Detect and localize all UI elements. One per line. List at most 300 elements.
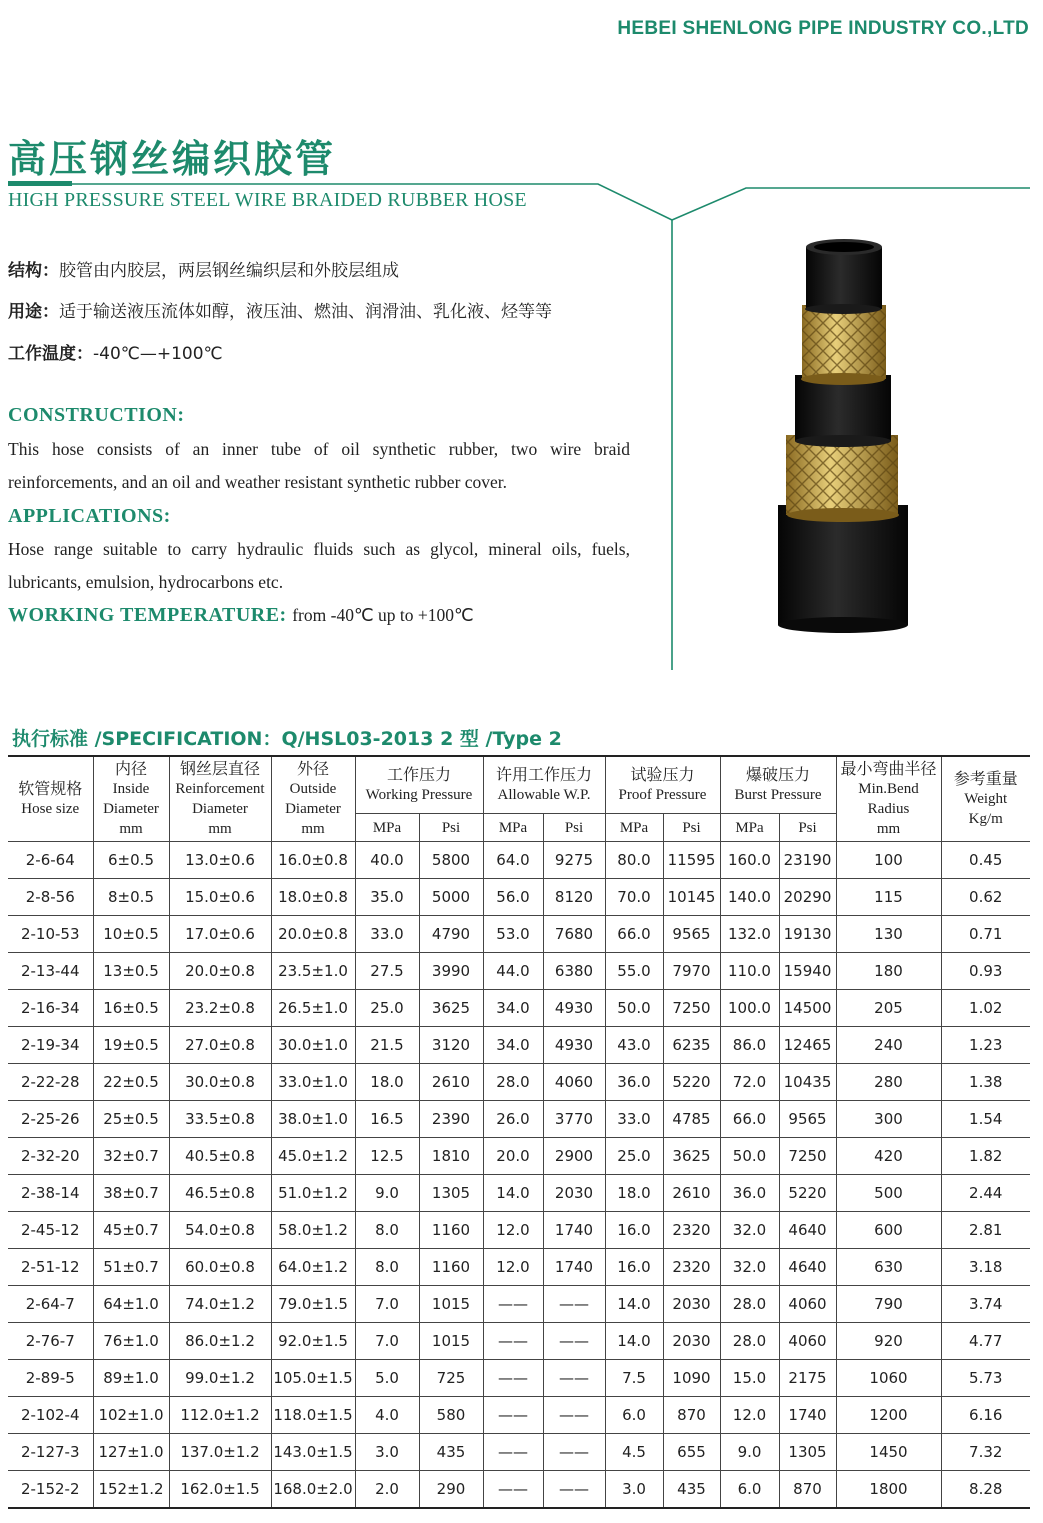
table-cell: 19130 xyxy=(779,916,836,953)
applications-heading: APPLICATIONS: xyxy=(8,505,171,527)
table-cell: 300 xyxy=(836,1101,941,1138)
table-cell: 112.0±1.2 xyxy=(169,1397,271,1434)
table-cell: 137.0±1.2 xyxy=(169,1434,271,1471)
table-cell: 1.23 xyxy=(941,1027,1030,1064)
table-cell: 10145 xyxy=(663,879,720,916)
table-cell: 2610 xyxy=(663,1175,720,1212)
usage-line xyxy=(8,297,552,322)
table-cell: 7680 xyxy=(543,916,605,953)
table-cell: 26.0 xyxy=(483,1101,543,1138)
table-cell: 110.0 xyxy=(720,953,779,990)
table-cell: 1015 xyxy=(419,1286,483,1323)
table-cell: 4640 xyxy=(779,1249,836,1286)
table-cell: 2030 xyxy=(543,1175,605,1212)
table-cell: 3.18 xyxy=(941,1249,1030,1286)
table-cell: 143.0±1.5 xyxy=(271,1434,355,1471)
table-cell: 2.44 xyxy=(941,1175,1030,1212)
table-cell: 5.73 xyxy=(941,1360,1030,1397)
applications-text: Hose range suitable to carry hydraulic fluids such as glycol, mineral oils, fuels, lubricants, emulsion, hydrocarbons etc. xyxy=(8,539,630,592)
table-cell: 7970 xyxy=(663,953,720,990)
table-cell: 9565 xyxy=(779,1101,836,1138)
table-row xyxy=(8,1323,1030,1360)
table-cell: 33.0 xyxy=(605,1101,663,1138)
table-cell: 34.0 xyxy=(483,1027,543,1064)
table-row xyxy=(8,990,1030,1027)
unit-psi: Psi xyxy=(543,814,605,842)
table-cell: 2320 xyxy=(663,1212,720,1249)
table-cell: 600 xyxy=(836,1212,941,1249)
table-cell: 76±1.0 xyxy=(93,1323,169,1360)
table-cell: 3.0 xyxy=(355,1434,419,1471)
table-cell: 1160 xyxy=(419,1249,483,1286)
table-cell: 5.0 xyxy=(355,1360,419,1397)
table-cell: 290 xyxy=(419,1471,483,1509)
usage-label: 用途： xyxy=(8,302,59,322)
table-cell: 8.0 xyxy=(355,1212,419,1249)
table-cell: 1160 xyxy=(419,1212,483,1249)
table-cell: 4.5 xyxy=(605,1434,663,1471)
table-cell: 44.0 xyxy=(483,953,543,990)
table-cell: 20.0 xyxy=(483,1138,543,1175)
table-cell: 630 xyxy=(836,1249,941,1286)
table-cell: 89±1.0 xyxy=(93,1360,169,1397)
table-cell: 160.0 xyxy=(720,842,779,879)
temperature-text-cn: -40℃—+100℃ xyxy=(93,344,223,364)
table-cell: 6.0 xyxy=(720,1471,779,1509)
table-cell: 12465 xyxy=(779,1027,836,1064)
table-cell: 0.45 xyxy=(941,842,1030,879)
table-cell: 7.32 xyxy=(941,1434,1030,1471)
table-row xyxy=(8,1471,1030,1509)
table-cell: 2-152-2 xyxy=(8,1471,93,1509)
table-cell: 15940 xyxy=(779,953,836,990)
table-cell: 3770 xyxy=(543,1101,605,1138)
table-cell: 1810 xyxy=(419,1138,483,1175)
table-row xyxy=(8,842,1030,879)
table-cell: 1740 xyxy=(779,1397,836,1434)
table-row xyxy=(8,1138,1030,1175)
table-cell: 240 xyxy=(836,1027,941,1064)
temperature-line-cn xyxy=(8,339,223,364)
table-cell: 7.0 xyxy=(355,1286,419,1323)
table-cell: 36.0 xyxy=(720,1175,779,1212)
table-cell: 64.0±1.2 xyxy=(271,1249,355,1286)
table-cell: —— xyxy=(543,1434,605,1471)
table-cell: 180 xyxy=(836,953,941,990)
table-cell: 2-25-26 xyxy=(8,1101,93,1138)
table-cell: 74.0±1.2 xyxy=(169,1286,271,1323)
spec-table-body xyxy=(8,842,1030,1509)
table-cell: 10435 xyxy=(779,1064,836,1101)
col-working-pressure: 工作压力 Working Pressure xyxy=(355,756,483,814)
table-cell: 118.0±1.5 xyxy=(271,1397,355,1434)
table-cell: 30.0±0.8 xyxy=(169,1064,271,1101)
table-cell: 420 xyxy=(836,1138,941,1175)
table-cell: 7.0 xyxy=(355,1323,419,1360)
company-name: HEBEI SHENLONG PIPE INDUSTRY CO.,LTD xyxy=(617,18,1029,39)
table-cell: 8.0 xyxy=(355,1249,419,1286)
table-cell: 4785 xyxy=(663,1101,720,1138)
unit-mpa: MPa xyxy=(605,814,663,842)
table-cell: 11595 xyxy=(663,842,720,879)
table-cell: 51.0±1.2 xyxy=(271,1175,355,1212)
table-cell: 1800 xyxy=(836,1471,941,1509)
table-cell: 1200 xyxy=(836,1397,941,1434)
table-cell: 4790 xyxy=(419,916,483,953)
table-cell: 1305 xyxy=(779,1434,836,1471)
table-cell: 40.0 xyxy=(355,842,419,879)
table-cell: 2-45-12 xyxy=(8,1212,93,1249)
table-row xyxy=(8,1286,1030,1323)
table-cell: 2175 xyxy=(779,1360,836,1397)
table-cell: 105.0±1.5 xyxy=(271,1360,355,1397)
structure-line xyxy=(8,256,399,281)
table-cell: 2.0 xyxy=(355,1471,419,1509)
table-cell: 1015 xyxy=(419,1323,483,1360)
table-cell: 1450 xyxy=(836,1434,941,1471)
table-cell: 3.0 xyxy=(605,1471,663,1509)
table-cell: 127±1.0 xyxy=(93,1434,169,1471)
table-row xyxy=(8,1027,1030,1064)
table-cell: 152±1.2 xyxy=(93,1471,169,1509)
table-cell: 40.5±0.8 xyxy=(169,1138,271,1175)
table-cell: 280 xyxy=(836,1064,941,1101)
table-cell: 3990 xyxy=(419,953,483,990)
col-hose-size: 软管规格 Hose size xyxy=(8,756,93,842)
table-cell: 25.0 xyxy=(605,1138,663,1175)
table-cell: 13±0.5 xyxy=(93,953,169,990)
table-cell: 3625 xyxy=(663,1138,720,1175)
table-row xyxy=(8,1360,1030,1397)
table-cell: 70.0 xyxy=(605,879,663,916)
table-cell: 17.0±0.6 xyxy=(169,916,271,953)
table-cell: 115 xyxy=(836,879,941,916)
table-cell: 33.0 xyxy=(355,916,419,953)
table-cell: 20.0±0.8 xyxy=(169,953,271,990)
table-cell: 50.0 xyxy=(720,1138,779,1175)
col-min-bend-radius: 最小弯曲半径 Min.Bend Radius mm xyxy=(836,756,941,842)
table-cell: 2-89-5 xyxy=(8,1360,93,1397)
spec-table xyxy=(8,755,1030,1509)
hose-illustration xyxy=(760,225,940,645)
table-cell: 55.0 xyxy=(605,953,663,990)
table-cell: 5000 xyxy=(419,879,483,916)
table-cell: 100.0 xyxy=(720,990,779,1027)
table-cell: 58.0±1.2 xyxy=(271,1212,355,1249)
table-cell: 140.0 xyxy=(720,879,779,916)
table-cell: 64±1.0 xyxy=(93,1286,169,1323)
unit-mpa: MPa xyxy=(355,814,419,842)
unit-mpa: MPa xyxy=(483,814,543,842)
table-cell: 20.0±0.8 xyxy=(271,916,355,953)
table-cell: 3.74 xyxy=(941,1286,1030,1323)
table-cell: 2-6-64 xyxy=(8,842,93,879)
table-cell: 4.0 xyxy=(355,1397,419,1434)
table-cell: 2030 xyxy=(663,1323,720,1360)
table-cell: 1.02 xyxy=(941,990,1030,1027)
table-cell: 22±0.5 xyxy=(93,1064,169,1101)
table-row xyxy=(8,1175,1030,1212)
table-row xyxy=(8,1397,1030,1434)
col-reinforcement-diameter: 钢丝层直径 Reinforcement Diameter mm xyxy=(169,756,271,842)
table-cell: 5220 xyxy=(663,1064,720,1101)
table-cell: 12.0 xyxy=(720,1397,779,1434)
table-cell: 4640 xyxy=(779,1212,836,1249)
table-cell: 7250 xyxy=(663,990,720,1027)
table-cell: 9275 xyxy=(543,842,605,879)
temperature-line-en xyxy=(8,604,474,627)
table-cell: 60.0±0.8 xyxy=(169,1249,271,1286)
table-cell: 32.0 xyxy=(720,1249,779,1286)
table-cell: 8.28 xyxy=(941,1471,1030,1509)
table-cell: 23190 xyxy=(779,842,836,879)
table-cell: 92.0±1.5 xyxy=(271,1323,355,1360)
structure-text: 胶管由内胶层，两层钢丝编织层和外胶层组成 xyxy=(59,261,399,281)
table-cell: 54.0±0.8 xyxy=(169,1212,271,1249)
table-cell: —— xyxy=(483,1397,543,1434)
table-cell: 20290 xyxy=(779,879,836,916)
table-cell: 66.0 xyxy=(720,1101,779,1138)
table-cell: 5800 xyxy=(419,842,483,879)
table-cell: 28.0 xyxy=(483,1064,543,1101)
structure-label: 结构： xyxy=(8,261,59,281)
table-cell: 12.0 xyxy=(483,1212,543,1249)
temperature-text-en: from -40℃ up to +100℃ xyxy=(292,605,474,625)
table-cell: 16.0 xyxy=(605,1249,663,1286)
table-cell: 14.0 xyxy=(605,1286,663,1323)
table-cell: 1740 xyxy=(543,1212,605,1249)
table-row xyxy=(8,1434,1030,1471)
table-cell: 2-127-3 xyxy=(8,1434,93,1471)
col-allowable-wp: 许用工作压力 Allowable W.P. xyxy=(483,756,605,814)
table-cell: 2390 xyxy=(419,1101,483,1138)
table-cell: 1060 xyxy=(836,1360,941,1397)
table-cell: 28.0 xyxy=(720,1323,779,1360)
table-cell: 12.0 xyxy=(483,1249,543,1286)
unit-mpa: MPa xyxy=(720,814,779,842)
table-cell: 2-51-12 xyxy=(8,1249,93,1286)
table-cell: 28.0 xyxy=(720,1286,779,1323)
table-cell: —— xyxy=(483,1471,543,1509)
table-cell: 16±0.5 xyxy=(93,990,169,1027)
table-cell: 15.0±0.6 xyxy=(169,879,271,916)
table-cell: 5220 xyxy=(779,1175,836,1212)
table-cell: 23.5±1.0 xyxy=(271,953,355,990)
table-cell: 80.0 xyxy=(605,842,663,879)
table-cell: 205 xyxy=(836,990,941,1027)
table-cell: 6.16 xyxy=(941,1397,1030,1434)
table-cell: 500 xyxy=(836,1175,941,1212)
table-cell: 45±0.7 xyxy=(93,1212,169,1249)
table-cell: 9.0 xyxy=(720,1434,779,1471)
table-cell: 36.0 xyxy=(605,1064,663,1101)
table-cell: 8120 xyxy=(543,879,605,916)
table-cell: 132.0 xyxy=(720,916,779,953)
table-cell: 10±0.5 xyxy=(93,916,169,953)
table-row xyxy=(8,1212,1030,1249)
table-cell: 4060 xyxy=(543,1064,605,1101)
table-row xyxy=(8,916,1030,953)
table-cell: 655 xyxy=(663,1434,720,1471)
table-cell: —— xyxy=(543,1323,605,1360)
table-cell: 35.0 xyxy=(355,879,419,916)
spec-title: 执行标准 /SPECIFICATION：Q/HSL03-2013 2 型 /Type 2 xyxy=(12,728,562,750)
table-cell: 8±0.5 xyxy=(93,879,169,916)
table-cell: 2-32-20 xyxy=(8,1138,93,1175)
table-cell: 21.5 xyxy=(355,1027,419,1064)
table-row xyxy=(8,1101,1030,1138)
table-cell: 870 xyxy=(779,1471,836,1509)
table-cell: 9.0 xyxy=(355,1175,419,1212)
table-cell: 7.5 xyxy=(605,1360,663,1397)
table-cell: 6380 xyxy=(543,953,605,990)
table-cell: —— xyxy=(483,1286,543,1323)
table-cell: —— xyxy=(543,1471,605,1509)
unit-psi: Psi xyxy=(419,814,483,842)
table-cell: 23.2±0.8 xyxy=(169,990,271,1027)
usage-text: 适于输送液压流体如醇，液压油、燃油、润滑油、乳化液、烃等等 xyxy=(59,302,552,322)
table-cell: 2320 xyxy=(663,1249,720,1286)
table-cell: 18.0±0.8 xyxy=(271,879,355,916)
table-cell: 725 xyxy=(419,1360,483,1397)
col-burst-pressure: 爆破压力 Burst Pressure xyxy=(720,756,836,814)
table-cell: 64.0 xyxy=(483,842,543,879)
table-cell: 86.0±1.2 xyxy=(169,1323,271,1360)
table-cell: 13.0±0.6 xyxy=(169,842,271,879)
table-cell: 100 xyxy=(836,842,941,879)
temperature-heading: WORKING TEMPERATURE: xyxy=(8,604,287,626)
table-cell: 1090 xyxy=(663,1360,720,1397)
table-cell: 14.0 xyxy=(483,1175,543,1212)
table-cell: 2030 xyxy=(663,1286,720,1323)
table-cell: 4.77 xyxy=(941,1323,1030,1360)
table-cell: 2610 xyxy=(419,1064,483,1101)
table-cell: 32±0.7 xyxy=(93,1138,169,1175)
table-cell: 2-38-14 xyxy=(8,1175,93,1212)
table-cell: 26.5±1.0 xyxy=(271,990,355,1027)
table-cell: 2-76-7 xyxy=(8,1323,93,1360)
table-cell: 2-8-56 xyxy=(8,879,93,916)
table-row xyxy=(8,1249,1030,1286)
table-cell: 162.0±1.5 xyxy=(169,1471,271,1509)
table-cell: 6235 xyxy=(663,1027,720,1064)
table-cell: 0.93 xyxy=(941,953,1030,990)
table-cell: 2-22-28 xyxy=(8,1064,93,1101)
table-cell: 2.81 xyxy=(941,1212,1030,1249)
table-cell: 6±0.5 xyxy=(93,842,169,879)
table-cell: 4930 xyxy=(543,1027,605,1064)
table-cell: 27.0±0.8 xyxy=(169,1027,271,1064)
table-cell: 14.0 xyxy=(605,1323,663,1360)
table-cell: 15.0 xyxy=(720,1360,779,1397)
page-title-cn: 高压钢丝编织胶管 xyxy=(8,137,337,181)
table-cell: 1305 xyxy=(419,1175,483,1212)
table-cell: 102±1.0 xyxy=(93,1397,169,1434)
table-cell: 79.0±1.5 xyxy=(271,1286,355,1323)
table-cell: 86.0 xyxy=(720,1027,779,1064)
table-cell: 33.0±1.0 xyxy=(271,1064,355,1101)
table-cell: 72.0 xyxy=(720,1064,779,1101)
table-cell: 2-13-44 xyxy=(8,953,93,990)
table-cell: 1740 xyxy=(543,1249,605,1286)
table-cell: 3625 xyxy=(419,990,483,1027)
table-cell: —— xyxy=(543,1397,605,1434)
table-cell: 2-64-7 xyxy=(8,1286,93,1323)
construction-text: This hose consists of an inner tube of oil synthetic rubber, two wire braid reinforcements, and an oil and weather resistant synthetic rubber cover. xyxy=(8,439,630,492)
table-cell: 130 xyxy=(836,916,941,953)
construction-heading: CONSTRUCTION: xyxy=(8,404,185,426)
table-cell: 435 xyxy=(663,1471,720,1509)
table-cell: 4060 xyxy=(779,1286,836,1323)
table-cell: 30.0±1.0 xyxy=(271,1027,355,1064)
table-cell: 51±0.7 xyxy=(93,1249,169,1286)
table-cell: 4930 xyxy=(543,990,605,1027)
table-cell: 580 xyxy=(419,1397,483,1434)
table-cell: 18.0 xyxy=(355,1064,419,1101)
table-cell: 2-19-34 xyxy=(8,1027,93,1064)
table-cell: 43.0 xyxy=(605,1027,663,1064)
table-cell: 0.71 xyxy=(941,916,1030,953)
table-cell: 19±0.5 xyxy=(93,1027,169,1064)
table-cell: 25±0.5 xyxy=(93,1101,169,1138)
table-cell: —— xyxy=(543,1286,605,1323)
table-cell: —— xyxy=(483,1323,543,1360)
table-cell: —— xyxy=(483,1360,543,1397)
table-cell: 16.0±0.8 xyxy=(271,842,355,879)
table-cell: 2900 xyxy=(543,1138,605,1175)
col-inside-diameter: 内径 Inside Diameter mm xyxy=(93,756,169,842)
table-cell: 16.0 xyxy=(605,1212,663,1249)
table-cell: 99.0±1.2 xyxy=(169,1360,271,1397)
table-cell: 1.38 xyxy=(941,1064,1030,1101)
table-cell: 7250 xyxy=(779,1138,836,1175)
table-cell: 45.0±1.2 xyxy=(271,1138,355,1175)
table-cell: 9565 xyxy=(663,916,720,953)
table-cell: 18.0 xyxy=(605,1175,663,1212)
temperature-label-cn: 工作温度： xyxy=(8,344,93,364)
table-cell: 6.0 xyxy=(605,1397,663,1434)
unit-psi: Psi xyxy=(663,814,720,842)
table-cell: 1.82 xyxy=(941,1138,1030,1175)
table-cell: 66.0 xyxy=(605,916,663,953)
table-cell: 46.5±0.8 xyxy=(169,1175,271,1212)
table-cell: 53.0 xyxy=(483,916,543,953)
col-weight: 参考重量 Weight Kg/m xyxy=(941,756,1030,842)
table-cell: 38.0±1.0 xyxy=(271,1101,355,1138)
table-cell: 56.0 xyxy=(483,879,543,916)
table-cell: 34.0 xyxy=(483,990,543,1027)
table-cell: 50.0 xyxy=(605,990,663,1027)
table-row xyxy=(8,953,1030,990)
table-row xyxy=(8,879,1030,916)
table-cell: 38±0.7 xyxy=(93,1175,169,1212)
col-outside-diameter: 外径 Outside Diameter mm xyxy=(271,756,355,842)
table-cell: 14500 xyxy=(779,990,836,1027)
table-cell: 16.5 xyxy=(355,1101,419,1138)
table-cell: 790 xyxy=(836,1286,941,1323)
table-cell: 3120 xyxy=(419,1027,483,1064)
table-cell: 32.0 xyxy=(720,1212,779,1249)
table-cell: 4060 xyxy=(779,1323,836,1360)
col-proof-pressure: 试验压力 Proof Pressure xyxy=(605,756,720,814)
table-cell: 870 xyxy=(663,1397,720,1434)
table-cell: 25.0 xyxy=(355,990,419,1027)
table-cell: —— xyxy=(543,1360,605,1397)
table-cell: 2-10-53 xyxy=(8,916,93,953)
table-cell: 920 xyxy=(836,1323,941,1360)
table-cell: 168.0±2.0 xyxy=(271,1471,355,1509)
page-title-en: HIGH PRESSURE STEEL WIRE BRAIDED RUBBER HOSE xyxy=(8,189,527,211)
